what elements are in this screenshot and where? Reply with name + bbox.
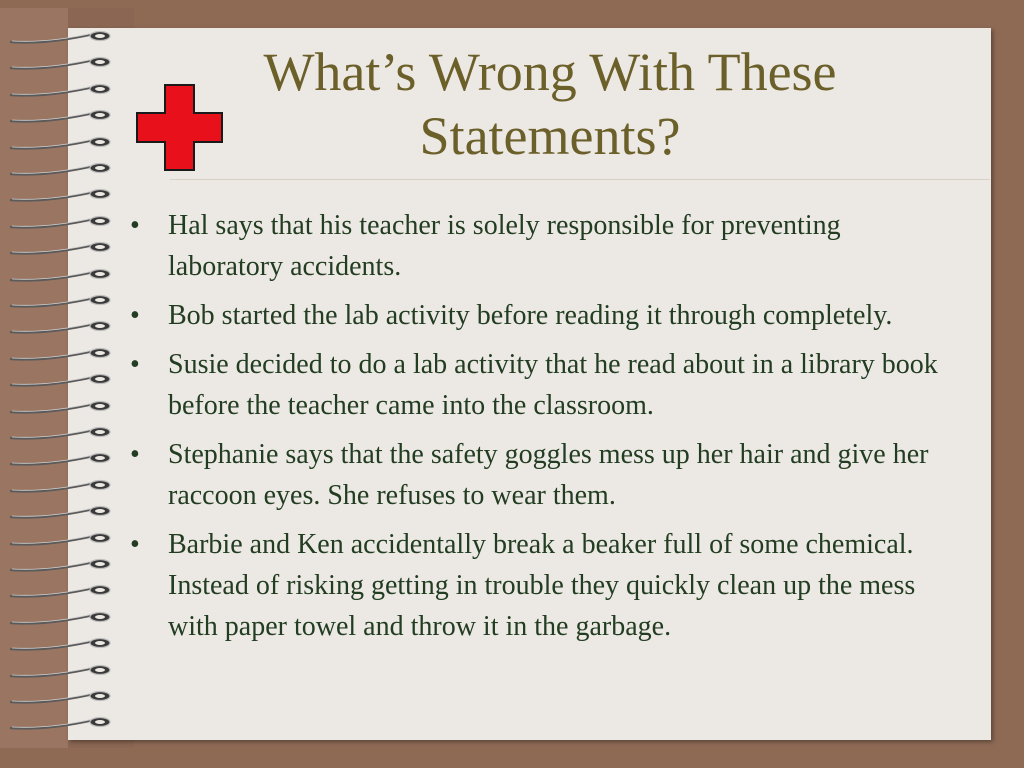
title-divider [170,179,990,180]
bullet-text: Susie decided to do a lab activity that he read about in a library book before the teacher came into the classroom. [168,349,938,421]
bullet-item [128,205,948,287]
spiral-coil [8,136,118,150]
bullet-marker: • [130,349,140,380]
bullet-text: Barbie and Ken accidentally break a beaker full of some chemical. Instead of risking getting in trouble they quickly clean up the mess with paper towel and throw it in the garbage. [168,529,916,642]
bullet-marker: • [130,210,140,241]
spiral-coil [8,373,118,387]
bullet-item [128,295,948,336]
spiral-coil [8,188,118,202]
spiral-coil [8,558,118,572]
bullet-marker: • [130,300,140,331]
spiral-coil [8,347,118,361]
spiral-coil [8,320,118,334]
spiral-coil [8,400,118,414]
bullet-text: Stephanie says that the safety goggles mess up her hair and give her raccoon eyes. She refuses to wear them. [168,439,929,511]
spiral-coil [8,426,118,440]
bullet-item [128,434,948,516]
slide-title: What’s Wrong With These Statements? [263,42,837,166]
bullet-text: Bob started the lab activity before reading it through completely. [168,300,893,331]
bullet-list [128,205,948,655]
spiral-coil [8,268,118,282]
spiral-coil [8,294,118,308]
spiral-coil [8,584,118,598]
spiral-coil [8,452,118,466]
bullet-text: Hal says that his teacher is solely responsible for preventing laboratory accidents. [168,210,841,282]
spiral-coil [8,611,118,625]
spiral-coil [8,716,118,730]
spiral-binding [8,30,128,740]
bullet-marker: • [130,439,140,470]
spiral-coil [8,532,118,546]
spiral-coil [8,162,118,176]
spiral-coil [8,505,118,519]
bullet-item [128,524,948,647]
bullet-marker: • [130,529,140,560]
spiral-coil [8,690,118,704]
spiral-coil [8,215,118,229]
spiral-coil [8,83,118,97]
spiral-coil [8,664,118,678]
spiral-coil [8,30,118,44]
bullet-item [128,344,948,426]
spiral-coil [8,241,118,255]
spiral-coil [8,109,118,123]
spiral-coil [8,479,118,493]
spiral-coil [8,637,118,651]
spiral-coil [8,56,118,70]
